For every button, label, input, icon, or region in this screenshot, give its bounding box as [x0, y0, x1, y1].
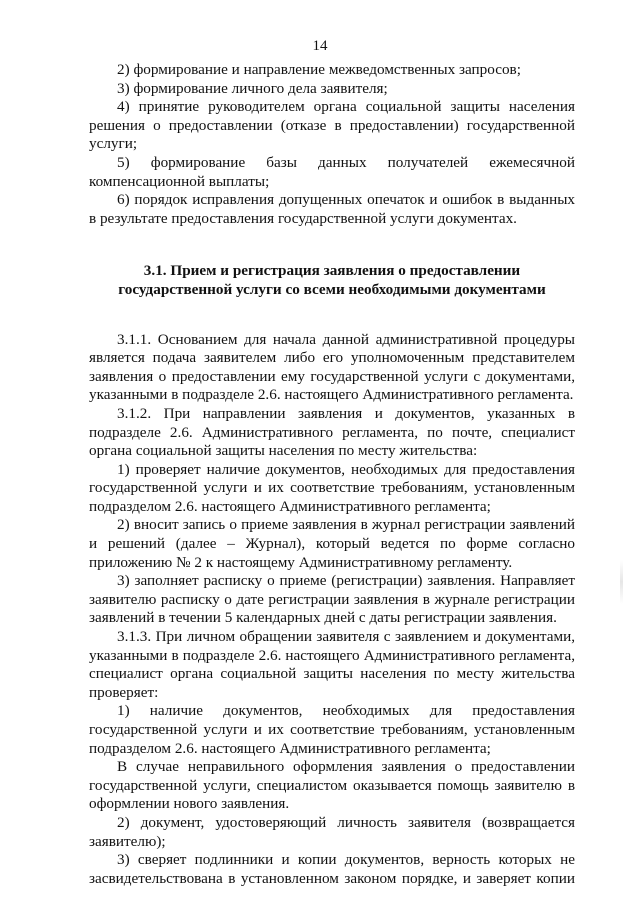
- paragraph: 3) сверяет подлинники и копии документов, верность которых не засвидетельствована в установленном законом порядке, и заверяет копии: [89, 851, 575, 887]
- paragraph: 3) формирование личного дела заявителя;: [117, 79, 388, 97]
- paragraph: 3.1.3. При личном обращении заявителя с заявлением и документами, указанными в подразделе 2.6. настоящего Административного регламента, специалист органа социальной защиты населения по месту жительства проверяет:: [89, 628, 575, 701]
- paragraph: 3.1.2. При направлении заявления и документов, указанных в подразделе 2.6. Административного регламента, по почте, специалист органа социальной защиты населения по месту жительства:: [89, 404, 575, 460]
- paragraph: 2) формирование и направление межведомственных запросов;: [117, 61, 521, 78]
- paragraph: 4) принятие руководителем органа социальной защиты населения решения о предоставлении (отказе в предоставлении) государственной услуги;: [89, 98, 575, 153]
- paragraph: 5) формирование базы данных получателей ежемесячной компенсационной выплаты;: [89, 153, 575, 190]
- paragraph: 2) вносит запись о приеме заявления в журнал регистрации заявлений и решений (далее – Журнал), который ведется по форме согласно приложению № 2 к настоящему Административному регламенту.: [89, 516, 575, 571]
- paragraph: 2) документ, удостоверяющий личность заявителя (возвращается заявителю);: [89, 813, 575, 850]
- paragraph: 1) проверяет наличие документов, необходимых для предоставления государственной услуги и их соответствие требованиям, установленным подразделом 2.6. настоящего Административного регламента;: [89, 460, 575, 515]
- paragraph: 6) порядок исправления допущенных опечаток и ошибок в выданных в результате предоставления государственной услуги документах.: [89, 191, 575, 227]
- paragraph: В случае неправильного оформления заявления о предоставлении государственной услуги, специалистом оказывается помощь заявителю в оформлении нового заявления.: [89, 758, 575, 813]
- paragraph: 3) заполняет расписку о приеме (регистрации) заявления. Направляет заявителю расписку о дате регистрации заявления в журнале регистрации заявлений в течении 5 календарных дней с даты регистрации заявления.: [89, 572, 575, 627]
- page-number: 14: [312, 38, 328, 54]
- scan-margin-mark: [620, 560, 623, 604]
- document-body: [89, 61, 575, 888]
- section-heading: 3.1. Прием и регистрация заявления о предоставлении государственной услуги со всеми необходимыми документами: [118, 262, 546, 298]
- paragraph: 1) наличие документов, необходимых для предоставления государственной услуги и их соответствие требованиям, установленным подразделом 2.6. настоящего Административного регламента;: [89, 702, 575, 757]
- paragraph: 3.1.1. Основанием для начала данной административной процедуры является подача заявителем либо его уполномоченным представителем заявления о предоставлении ему государственной услуги с документами, указанными в подразделе 2.6. настоящего Административного регламента.: [89, 330, 575, 404]
